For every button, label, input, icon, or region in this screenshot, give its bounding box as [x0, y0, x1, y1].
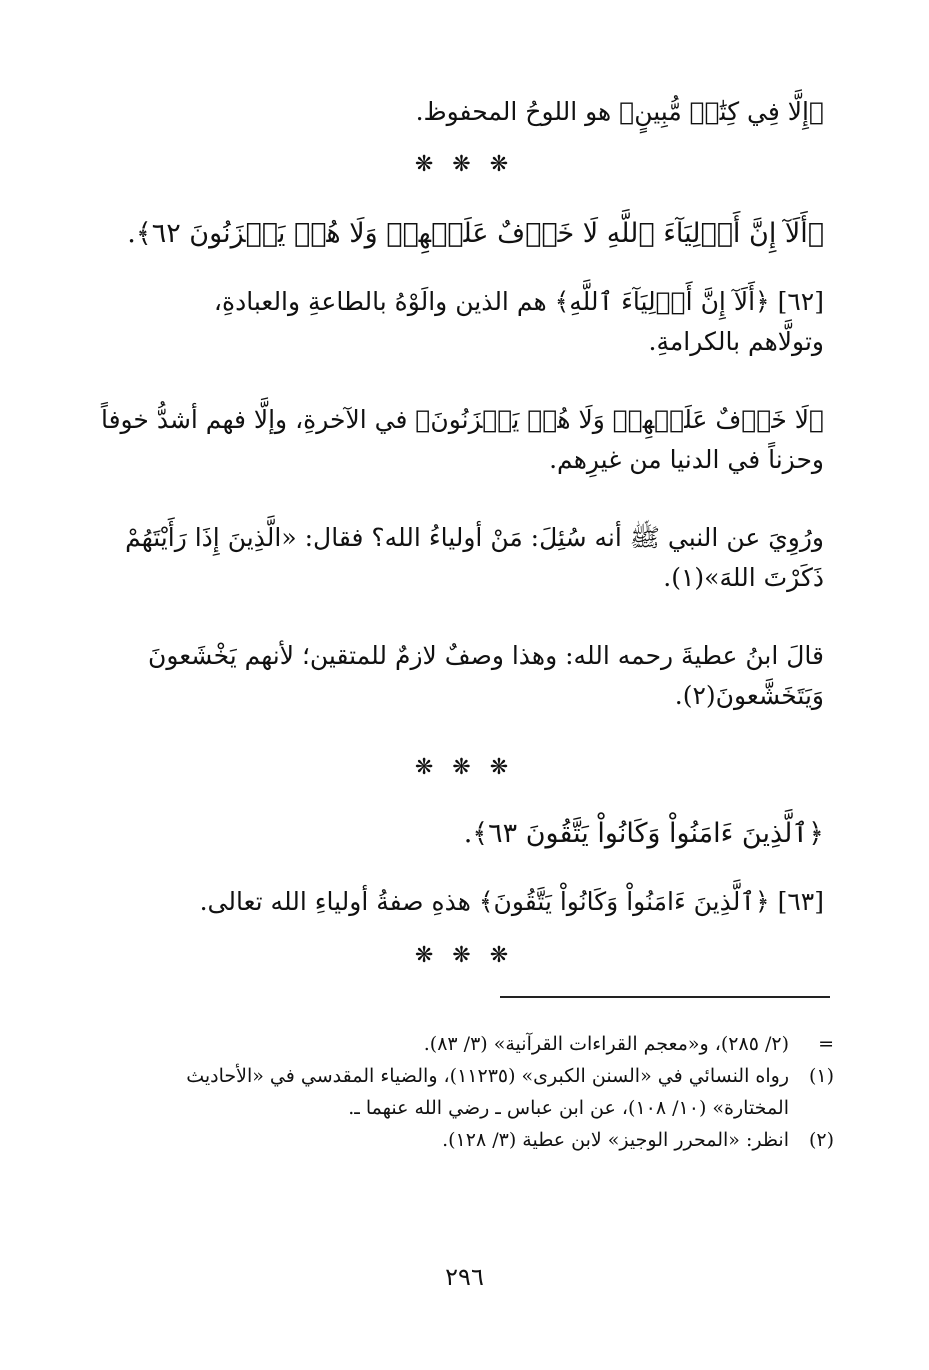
footnote-1	[94, 1060, 834, 1092]
footnote-1-line-2: المختارة» (١٠/ ١٠٨)، عن ابن عباس ـ رضي الله عنهما ـ.	[348, 1097, 789, 1119]
footnote-2-text: انظر: «المحرر الوجيز» لابن عطية (٣/ ١٢٨).	[442, 1129, 789, 1151]
paragraph-no-fear	[100, 400, 824, 480]
paragraph-no-fear-line-2: وحزناً في الدنيا من غيرِهم.	[549, 445, 824, 474]
continuation-mark: =	[818, 1033, 834, 1055]
paragraph-no-fear-line-1: ﴿لَا خَوۡفٌ عَلَيۡهِمۡ وَلَا هُمۡ يَحۡزَنُونَ﴾ في الآخرةِ، وإلَّا فهم أشدُّ خوفاً	[100, 405, 824, 434]
page-number: ٢٩٦	[445, 1263, 484, 1291]
line-preserved-tablet: ﴿إِلَّا فِي كِتَٰبٖ مُّبِينٍ﴾ هو اللوحُ المحفوظ.	[415, 97, 824, 126]
footnote-divider	[500, 996, 830, 998]
footnote-1-number: (١)	[808, 1065, 834, 1087]
separator-3: ❋ ❋ ❋	[414, 943, 515, 968]
paragraph-62	[104, 282, 824, 362]
continuation-text: (٢/ ٢٨٥)، و«معجم القراءات القرآنية» (٣/ ٨٣).	[423, 1033, 789, 1055]
footnote-1-line-1: رواه النسائي في «السنن الكبرى» (١١٢٣٥)، والضياء المقدسي في «الأحاديث	[186, 1065, 789, 1087]
paragraph-ibn-atiyya	[104, 636, 824, 716]
paragraph-ibn-atiyya-line-2: وَيَتَخَشَّعونَ(٢).	[674, 681, 824, 710]
paragraph-63: [٦٣] ﴿ٱلَّذِينَ ءَامَنُواْ وَكَانُواْ يَتَّقُونَ﴾ هذهِ صفةُ أولياءِ الله تعالى.	[199, 887, 824, 916]
verse-62: ﴿أَلَآ إِنَّ أَوۡلِيَآءَ ٱللَّهِ لَا خَوۡفٌ عَلَيۡهِمۡ وَلَا هُمۡ يَحۡزَنُونَ ٦٢﴾.	[127, 218, 824, 249]
paragraph-ibn-atiyya-line-1: قالَ ابنُ عطيةَ رحمه الله: وهذا وصفٌ لازمٌ للمتقين؛ لأنهم يَخْشَعونَ	[147, 641, 824, 670]
paragraph-62-line-1: [٦٢] ﴿أَلَآ إِنَّ أَوۡلِيَآءَ ٱللَّهِ﴾ هم الذين والَوْهُ بالطاعةِ والعبادةِ،	[213, 287, 824, 316]
footnote-continuation	[94, 1028, 834, 1060]
footnote-2-number: (٢)	[808, 1129, 834, 1151]
footnote-2	[94, 1124, 834, 1156]
paragraph-hadith-line-1: ورُوِيَ عن النبي ﷺ أنه سُئِلَ: مَنْ أولياءُ الله؟ فقال: «الَّذِينَ إِذَا رَأَيْتَهُمْ	[125, 523, 824, 552]
paragraph-hadith-line-2: ذَكَرْتَ اللهَ»(١).	[663, 563, 824, 592]
footnotes	[94, 1028, 834, 1156]
paragraph-hadith	[104, 518, 824, 598]
paragraph-62-line-2: وتولَّاهم بالكرامةِ.	[648, 327, 824, 356]
verse-63: ﴿ٱلَّذِينَ ءَامَنُواْ وَكَانُواْ يَتَّقُونَ ٦٣﴾.	[463, 818, 824, 849]
separator-2: ❋ ❋ ❋	[414, 755, 515, 780]
separator-1: ❋ ❋ ❋	[414, 152, 515, 177]
